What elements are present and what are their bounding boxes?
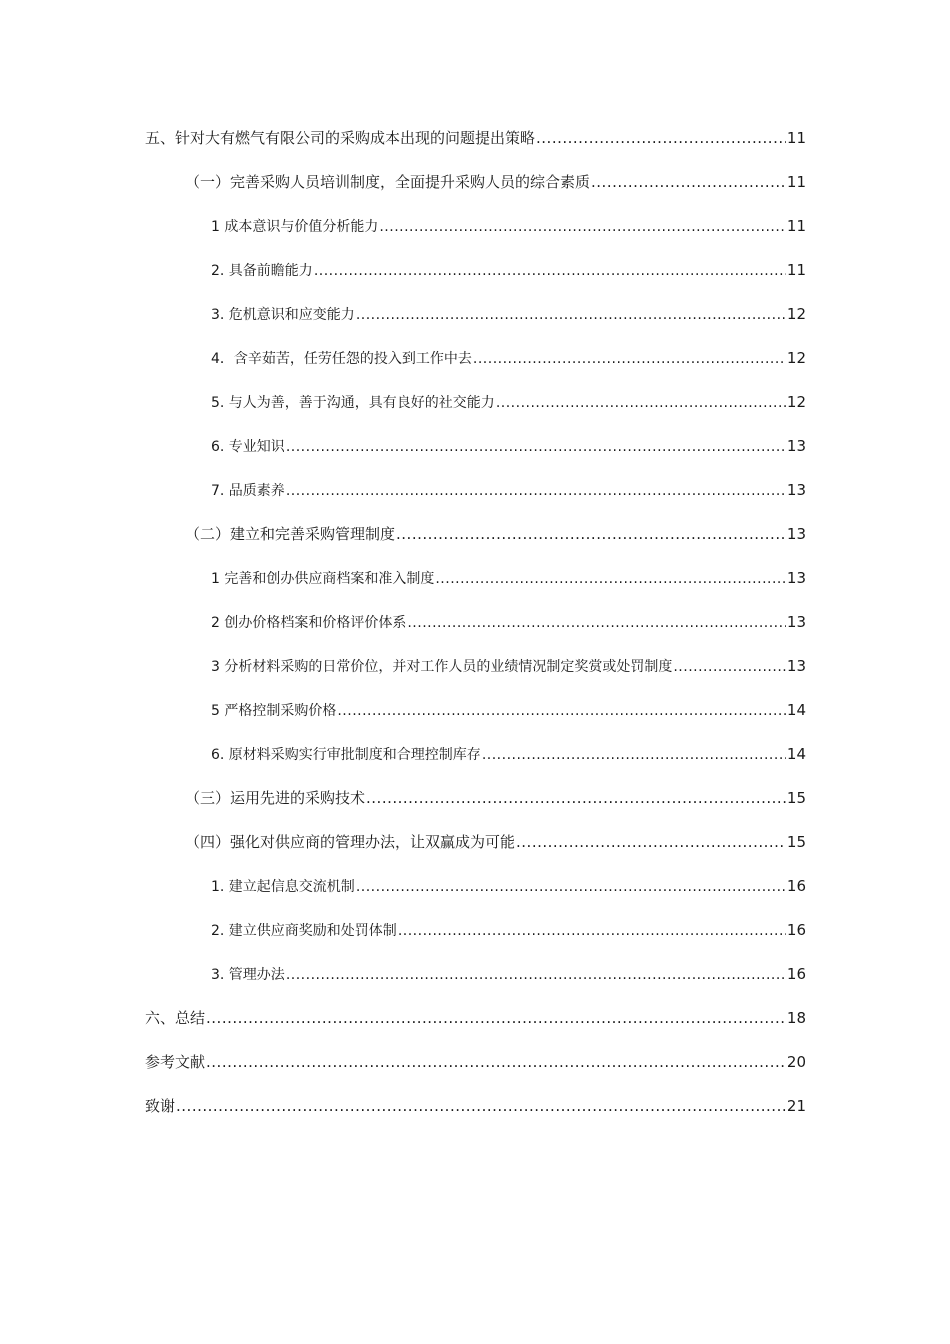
toc-entry[interactable] (145, 346, 806, 390)
toc-page-number: 21 (786, 1097, 806, 1115)
toc-dot-leader (396, 522, 786, 546)
toc-entry-title: 2. 建立供应商奖励和处罚体制 (211, 923, 397, 939)
toc-dot-leader (536, 126, 786, 150)
toc-entry-title: 2. 具备前瞻能力 (211, 263, 313, 279)
toc-entry-title: 6. 原材料采购实行审批制度和合理控制库存 (211, 747, 481, 763)
toc-dot-leader (286, 479, 786, 503)
toc-dot-leader (286, 963, 786, 987)
toc-entry-title: 3. 管理办法 (211, 967, 285, 983)
table-of-contents (145, 126, 806, 1138)
toc-dot-leader (356, 875, 786, 899)
toc-page-number: 16 (786, 877, 806, 895)
toc-entry[interactable] (145, 390, 806, 434)
toc-entry[interactable] (145, 654, 806, 698)
toc-page-number: 11 (786, 261, 806, 279)
toc-dot-leader (473, 347, 786, 371)
toc-dot-leader (366, 786, 786, 810)
toc-dot-leader (673, 655, 786, 679)
toc-entry[interactable] (145, 698, 806, 742)
toc-entry[interactable] (145, 522, 806, 566)
toc-entry-title: （三）运用先进的采购技术 (185, 789, 366, 807)
toc-entry[interactable] (145, 434, 806, 478)
toc-page-number: 20 (786, 1053, 806, 1071)
toc-dot-leader (206, 1006, 786, 1030)
toc-entry[interactable] (145, 874, 806, 918)
toc-page-number: 15 (786, 833, 806, 851)
toc-dot-leader (337, 699, 786, 723)
toc-dot-leader (516, 830, 786, 854)
toc-dot-leader (482, 743, 786, 767)
toc-page-number: 13 (786, 437, 806, 455)
toc-entry[interactable] (145, 1006, 806, 1050)
toc-entry-title: 3 分析材料采购的日常价位，并对工作人员的业绩情况制定奖赏或处罚制度 (211, 659, 673, 675)
toc-entry-title: 五、针对大有燃气有限公司的采购成本出现的问题提出策略 (145, 129, 536, 147)
toc-entry-title: （二）建立和完善采购管理制度 (185, 525, 396, 543)
toc-page-number: 14 (786, 701, 806, 719)
toc-page-number: 14 (786, 745, 806, 763)
toc-page-number: 13 (786, 613, 806, 631)
toc-entry[interactable] (145, 610, 806, 654)
toc-dot-leader (176, 1094, 786, 1118)
toc-entry-title: 六、总结 (145, 1009, 206, 1027)
toc-entry[interactable] (145, 258, 806, 302)
toc-entry-title: 1 成本意识与价值分析能力 (211, 219, 379, 235)
toc-dot-leader (591, 170, 786, 194)
toc-page-number: 13 (786, 569, 806, 587)
toc-entry-title: 2 创办价格档案和价格评价体系 (211, 615, 407, 631)
toc-entry[interactable] (145, 742, 806, 786)
toc-dot-leader (435, 567, 786, 591)
toc-entry-title: 6. 专业知识 (211, 439, 285, 455)
toc-entry-title: 4．含辛茹苦，任劳任怨的投入到工作中去 (211, 351, 472, 367)
toc-entry[interactable] (145, 918, 806, 962)
toc-dot-leader (356, 303, 786, 327)
toc-entry[interactable] (145, 170, 806, 214)
toc-entry[interactable] (145, 126, 806, 170)
toc-entry-title: 1 完善和创办供应商档案和准入制度 (211, 571, 435, 587)
toc-dot-leader (398, 919, 786, 943)
toc-dot-leader (379, 215, 786, 239)
toc-page-number: 11 (786, 217, 806, 235)
toc-entry[interactable] (145, 786, 806, 830)
toc-entry-title: 3. 危机意识和应变能力 (211, 307, 355, 323)
toc-entry-title: 5. 与人为善，善于沟通，具有良好的社交能力 (211, 395, 495, 411)
toc-page-number: 11 (786, 173, 806, 191)
toc-page-number: 16 (786, 921, 806, 939)
toc-entry[interactable] (145, 478, 806, 522)
toc-dot-leader (314, 259, 786, 283)
toc-dot-leader (206, 1050, 786, 1074)
toc-entry-title: 5 严格控制采购价格 (211, 703, 337, 719)
toc-entry[interactable] (145, 1094, 806, 1138)
toc-entry-title: 致谢 (145, 1097, 176, 1115)
toc-page-number: 12 (786, 349, 806, 367)
toc-page-number: 12 (786, 305, 806, 323)
toc-entry-title: （四）强化对供应商的管理办法，让双赢成为可能 (185, 833, 516, 851)
toc-page-number: 13 (786, 525, 806, 543)
toc-entry-title: 1. 建立起信息交流机制 (211, 879, 355, 895)
toc-entry[interactable] (145, 566, 806, 610)
toc-entry-title: 7. 品质素养 (211, 483, 285, 499)
toc-page-number: 18 (786, 1009, 806, 1027)
toc-entry[interactable] (145, 1050, 806, 1094)
toc-dot-leader (286, 435, 786, 459)
toc-entry[interactable] (145, 962, 806, 1006)
toc-page-number: 13 (786, 657, 806, 675)
toc-entry[interactable] (145, 830, 806, 874)
toc-entry[interactable] (145, 214, 806, 258)
toc-page-number: 12 (786, 393, 806, 411)
toc-dot-leader (407, 611, 786, 635)
toc-page-number: 11 (786, 129, 806, 147)
toc-page-number: 15 (786, 789, 806, 807)
toc-entry[interactable] (145, 302, 806, 346)
toc-entry-title: 参考文献 (145, 1053, 206, 1071)
toc-page-number: 13 (786, 481, 806, 499)
toc-page-number: 16 (786, 965, 806, 983)
toc-entry-title: （一）完善采购人员培训制度，全面提升采购人员的综合素质 (185, 173, 591, 191)
toc-dot-leader (496, 391, 786, 415)
